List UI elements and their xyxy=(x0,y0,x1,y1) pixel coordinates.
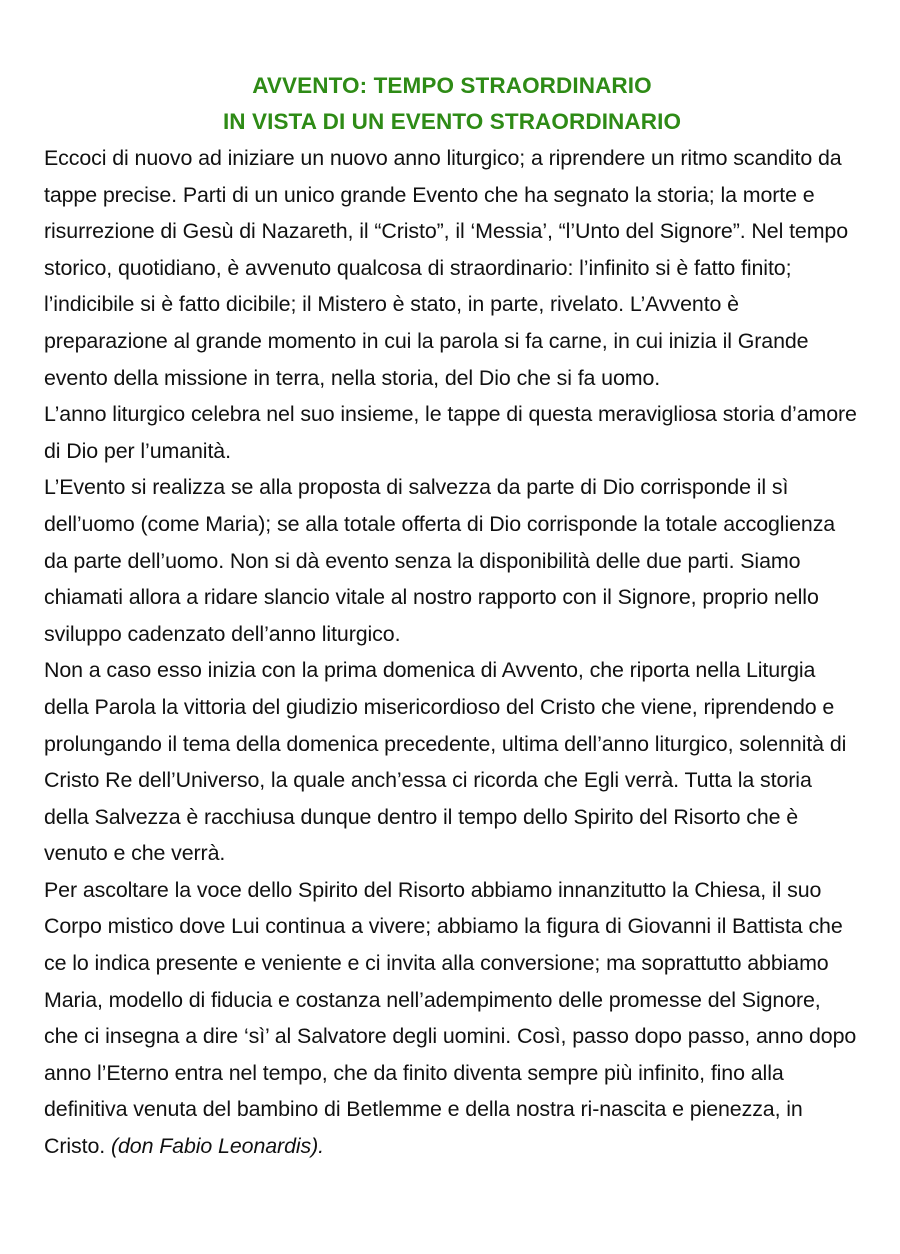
document-body xyxy=(44,140,860,1165)
paragraph-3: L’Evento si realizza se alla proposta di salvezza da parte di Dio corrisponde il sì dell’uomo (come Maria); se alla totale offerta di Dio corrisponde la totale accoglienza da parte dell’uomo. Non si dà evento senza la disponibilità delle due parti. Siamo chiamati allora a ridare slancio vitale al nostro rapporto con il Signore, proprio nello sviluppo cadenzato dell’anno liturgico. xyxy=(44,475,836,646)
title-line-1: AVVENTO: TEMPO STRAORDINARIO xyxy=(252,73,652,98)
paragraph-4: Non a caso esso inizia con la prima domenica di Avvento, che riporta nella Liturgia della Parola la vittoria del giudizio misericordioso del Cristo che viene, riprendendo e prolungando il tema della domenica precedente, ultima dell’anno liturgico, solennità di Cristo Re dell’Universo, la quale anch’essa ci ricorda che Egli verrà. Tutta la storia della Salvezza è racchiusa dunque dentro il tempo dello Spirito del Risorto che è venuto e che verrà. xyxy=(44,658,847,866)
paragraph-1: Eccoci di nuovo ad iniziare un nuovo anno liturgico; a riprendere un ritmo scandito da tappe precise. Parti di un unico grande Evento che ha segnato la storia; la morte e risurrezione di Gesù di Nazareth, il “Cristo”, il ‘Messia’, “l’Unto del Signore”. Nel tempo storico, quotidiano, è avvenuto qualcosa di straordinario: l’infinito si è fatto finito; l’indicibile si è fatto dicibile; il Mistero è stato, in parte, rivelato. L’Avvento è preparazione al grande momento in cui la parola si fa carne, in cui inizia il Grande evento della missione in terra, nella storia, del Dio che si fa uomo. xyxy=(44,146,849,390)
paragraph-5-text: Per ascoltare la voce dello Spirito del Risorto abbiamo innanzitutto la Chiesa, il suo Corpo mistico dove Lui continua a vivere; abbiamo la figura di Giovanni il Battista che ce lo indica presente e veniente e ci invita alla conversione; ma soprattutto abbiamo Maria, modello di fiducia e costanza nell’adempimento delle promesse del Signore, che ci insegna a dire ‘sì’ al Salvatore degli uomini. Così, passo dopo passo, anno dopo anno l’Eterno entra nel tempo, che da finito diventa sempre più infinito, fino alla definitiva venuta del bambino di Betlemme e della nostra ri-nascita e pienezza, in Cristo. xyxy=(44,877,857,1159)
document-title xyxy=(44,68,860,140)
paragraph-5 xyxy=(44,872,860,1165)
paragraph-2: L’anno liturgico celebra nel suo insieme, le tappe di questa meravigliosa storia d’amore di Dio per l’umanità. xyxy=(44,402,857,463)
author-signature: (don Fabio Leonardis). xyxy=(110,1134,324,1159)
title-line-2: IN VISTA DI UN EVENTO STRAORDINARIO xyxy=(222,109,682,134)
